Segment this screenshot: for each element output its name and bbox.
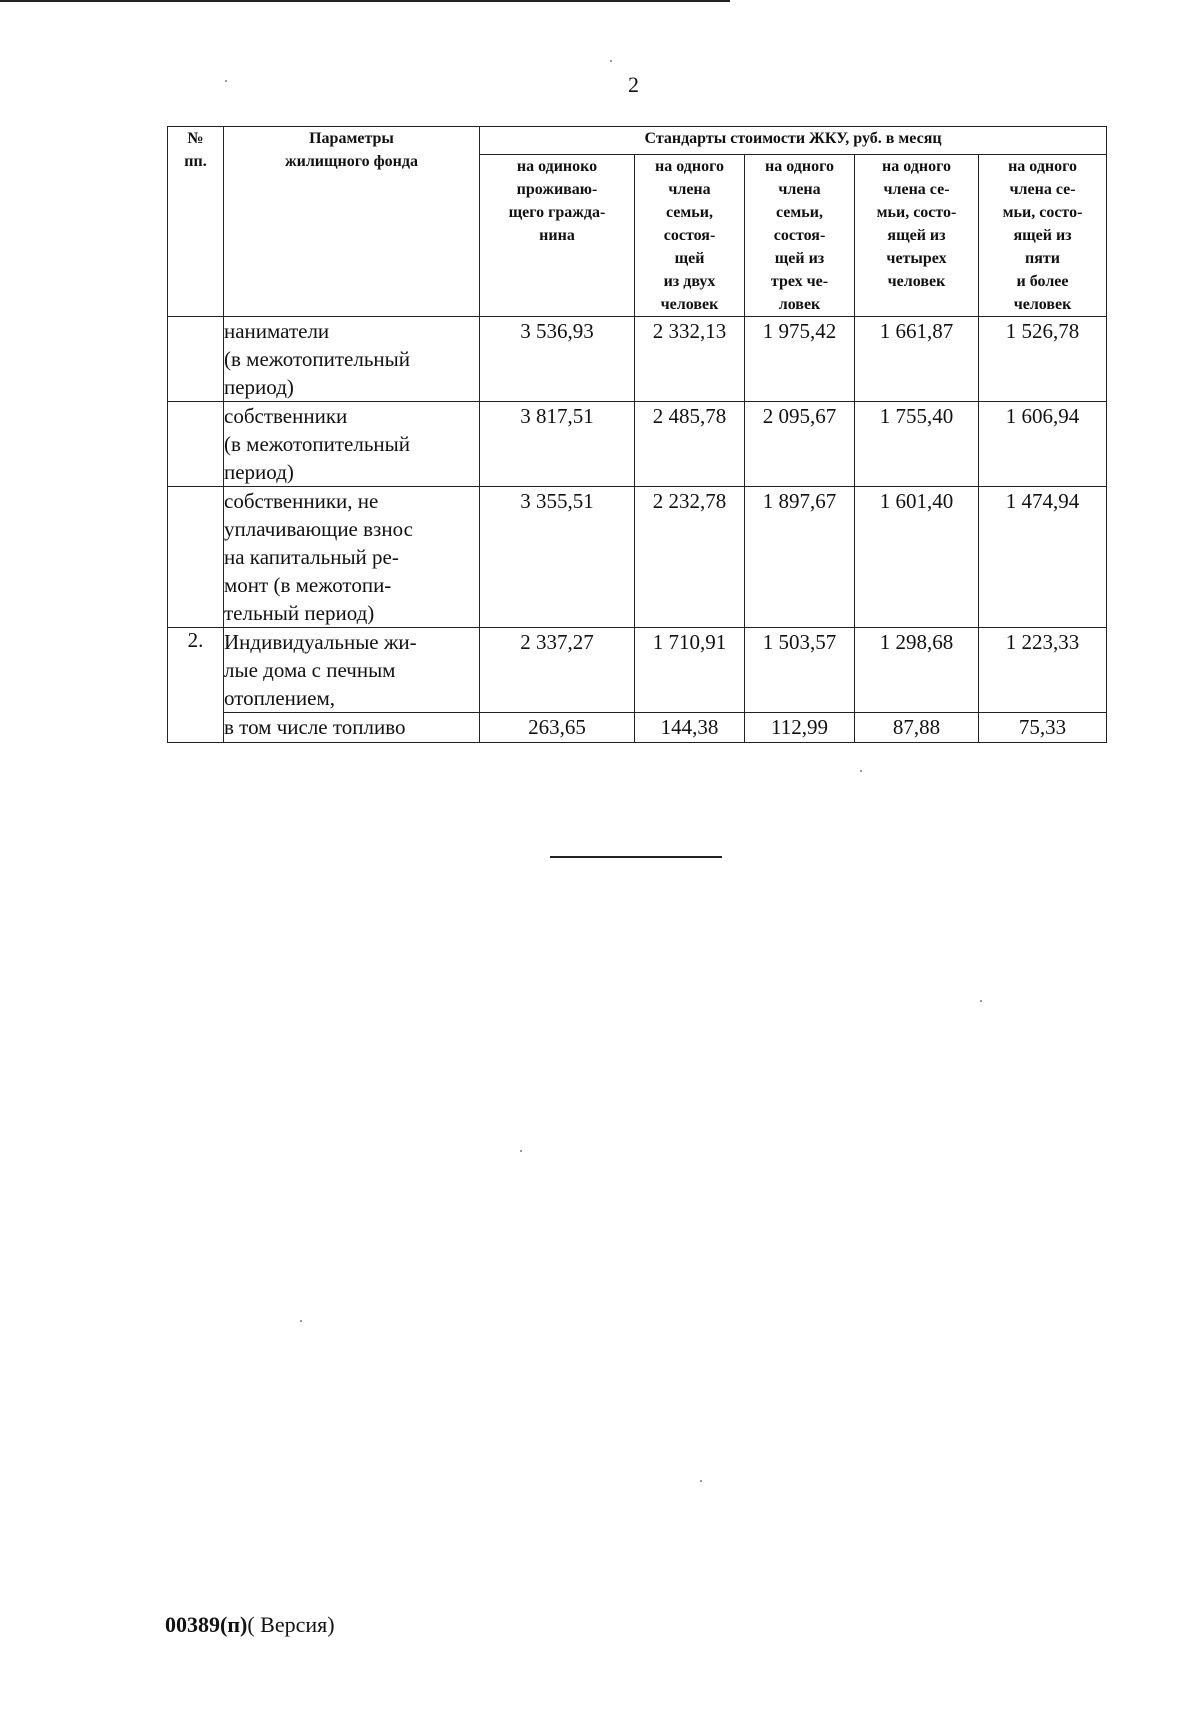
row-value: 87,88 (855, 713, 979, 743)
table-row (168, 402, 1107, 487)
row-value: 2 332,13 (635, 317, 745, 402)
table-row (168, 317, 1107, 402)
row-param: Индивидуальные жи- лые дома с печным отоплением, (224, 628, 480, 713)
row-value: 3 355,51 (480, 487, 635, 628)
row-value: 144,38 (635, 713, 745, 743)
row-num (168, 487, 224, 628)
row-value: 1 975,42 (745, 317, 855, 402)
footer-version: ( Версия) (247, 1612, 335, 1637)
row-value: 3 536,93 (480, 317, 635, 402)
row-value: 1 223,33 (979, 628, 1107, 713)
row-value: 1 601,40 (855, 487, 979, 628)
row-value: 3 817,51 (480, 402, 635, 487)
row-param: собственники (в межотопительный период) (224, 402, 480, 487)
table-row (168, 628, 1107, 713)
scan-speck (700, 1480, 702, 1482)
row-value: 1 606,94 (979, 402, 1107, 487)
header-col-two: на одного члена семьи, состоя- щей из двух человек (635, 155, 745, 317)
top-border-line (0, 0, 730, 2)
header-col-single: на одиноко проживаю- щего гражда- нина (480, 155, 635, 317)
row-value: 1 755,40 (855, 402, 979, 487)
row-value: 1 897,67 (745, 487, 855, 628)
scan-speck (225, 80, 227, 82)
row-value: 1 710,91 (635, 628, 745, 713)
row-value: 2 337,27 (480, 628, 635, 713)
row-num (168, 402, 224, 487)
table-row (168, 487, 1107, 628)
scan-speck (860, 770, 862, 772)
scan-speck (610, 60, 612, 62)
scan-speck (980, 1000, 982, 1002)
row-value: 1 298,68 (855, 628, 979, 713)
row-value: 1 503,57 (745, 628, 855, 713)
header-num: № пп. (168, 127, 224, 317)
row-num: 2. (168, 628, 224, 743)
row-value: 263,65 (480, 713, 635, 743)
row-value: 112,99 (745, 713, 855, 743)
row-param: наниматели (в межотопительный период) (224, 317, 480, 402)
row-num (168, 317, 224, 402)
scan-speck (300, 1320, 302, 1322)
table-row-fuel (168, 713, 1107, 743)
header-group: Стандарты стоимости ЖКУ, руб. в месяц (480, 127, 1107, 155)
page-number: 2 (628, 72, 639, 97)
row-value: 1 661,87 (855, 317, 979, 402)
row-value: 1 474,94 (979, 487, 1107, 628)
row-param: собственники, не уплачивающие взнос на капитальный ре- монт (в межотопи- тельный период) (224, 487, 480, 628)
row-param: в том числе топливо (224, 713, 480, 743)
cost-standards-table (167, 126, 1107, 743)
header-col-four: на одного члена се- мьи, состо- ящей из четырех человек (855, 155, 979, 317)
row-value: 75,33 (979, 713, 1107, 743)
footer-code: 00389(п) (165, 1612, 248, 1637)
row-value: 2 485,78 (635, 402, 745, 487)
footer (165, 1612, 335, 1638)
header-col-three: на одного члена семьи, состоя- щей из трех че- ловек (745, 155, 855, 317)
scan-speck (520, 1150, 522, 1152)
header-params: Параметры жилищного фонда (224, 127, 480, 317)
row-value: 2 095,67 (745, 402, 855, 487)
row-value: 2 232,78 (635, 487, 745, 628)
row-value: 1 526,78 (979, 317, 1107, 402)
separator-line (550, 856, 722, 858)
header-col-five: на одного члена се- мьи, состо- ящей из пяти и более человек (979, 155, 1107, 317)
